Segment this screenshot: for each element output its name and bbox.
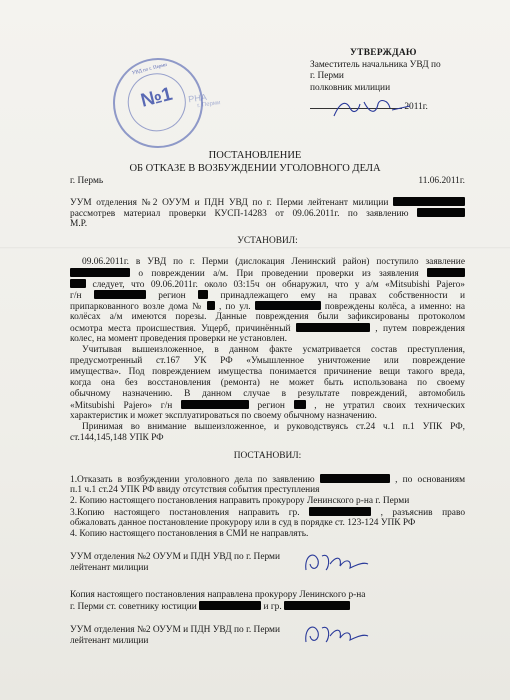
copy-note-line-1: Копия настоящего постановления направлена прокурору Ленинского р-на	[70, 590, 366, 600]
approval-line-3: полковник милиции	[310, 82, 391, 93]
redaction	[255, 301, 321, 310]
intro-line-1: УУМ отделения №2 ОУУМ и ПДН УВД по г. Перми лейтенант милиции	[70, 197, 465, 209]
paper-fold	[0, 247, 510, 249]
body-line-14: «Mitsubishi Pajero» г/н регион , не утратил своих технических	[70, 401, 466, 411]
signature-1-line-1: УУМ отделения №2 ОУУМ и ПДН УВД по г. Перми	[70, 552, 280, 562]
redaction	[94, 290, 146, 299]
redaction	[199, 601, 261, 610]
redaction	[393, 197, 465, 206]
document-title	[0, 150, 510, 175]
signature-2-line-1: УУМ отделения №2 ОУУМ и ПДН УВД по г. Перми	[70, 625, 280, 635]
redaction	[198, 290, 208, 299]
body-line-2: о повреждении а/м. При проведении проверки из заявления	[70, 268, 465, 280]
decision-3-cont: обжаловать данное постановление прокурору или в суд в порядке ст. 123-124 УПК РФ	[70, 518, 416, 528]
body-line-1: 09.06.2011г. в УВД по г. Перми (дислокация Ленинский район) поступило заявление	[82, 257, 465, 267]
body-line-5: припаркованного возле дома № , по ул. повреждены колёса, а именно: на	[70, 302, 466, 312]
stamp-side-text: РНА г. Перми	[187, 91, 221, 110]
intro-line-2: рассмотрев материал проверки КУСП-14283 от 09.06.2011г. по заявлению	[70, 208, 465, 220]
place: г. Пермь	[70, 176, 104, 186]
title-line-1: ПОСТАНОВЛЕНИЕ	[208, 150, 302, 161]
body-line-6: колёсах а/м имеются порезы. Данные повреждения были зафиксированы протоколом	[70, 312, 465, 322]
decided-heading: ПОСТАНОВИЛ:	[233, 451, 302, 461]
body-line-7: осмотра места происшествия. Ущерб, причинённый , путем повреждения	[70, 324, 465, 334]
approval-signature	[330, 94, 420, 124]
decision-1: 1.Отказать в возбуждении уголовного дела по заявлению , по основаниям	[70, 475, 466, 485]
body-line-16: Принимая во внимание вышеизложенное, и руководствуясь ст.24 ч.1 п.1 УПК РФ,	[82, 422, 465, 432]
decision-4: 4. Копию настоящего постановления в СМИ не направлять.	[70, 529, 309, 539]
stamp-number: №1	[138, 83, 175, 112]
body-line-13: обычному назначению. В данном случае в результате повреждений, автомобиль	[70, 389, 465, 399]
redaction	[284, 601, 350, 610]
body-line-17: ст.144,145,148 УПК РФ	[70, 433, 164, 443]
signature-1	[300, 546, 370, 578]
signature-2	[300, 618, 370, 650]
body-line-8: колес, на момент проведения проверки не установлен.	[70, 334, 287, 344]
stamp-ring-text: УВД по г. Перми	[131, 62, 168, 77]
redaction	[294, 400, 306, 409]
established-heading: УСТАНОВИЛ:	[237, 236, 298, 246]
approval-line-1: Заместитель начальника УВД по	[310, 59, 441, 70]
redaction	[417, 208, 465, 217]
redaction	[296, 323, 370, 332]
redaction	[427, 268, 465, 277]
signature-1-line-2: лейтенант милиции	[70, 563, 149, 573]
body-line-4: г/н регион принадлежащего ему на правах собственности и	[70, 291, 465, 301]
decision-1-cont: п.1 ч.1 ст.24 УПК РФ ввиду отсутствия события преступления	[70, 485, 320, 495]
body-line-12: когда она без восстановления (ремонта) не может быть использована по своему	[70, 378, 465, 388]
title-line-2: ОБ ОТКАЗЕ В ВОЗБУЖДЕНИИ УГОЛОВНОГО ДЕЛА	[129, 162, 381, 174]
place-date-row	[70, 176, 465, 187]
body-line-9: Учитывая вышеизложенное, в данном факте усматривается состав преступления,	[82, 345, 465, 355]
decision-3: 3.Копию настоящего постановления направить гр. , разъяснив право	[70, 508, 466, 518]
approval-heading: УТВЕРЖДАЮ	[350, 48, 417, 58]
signature-2-line-2: лейтенант милиции	[70, 636, 149, 646]
redaction	[207, 301, 215, 310]
redaction	[70, 279, 86, 288]
approval-date-suffix: 2011г.	[404, 102, 428, 112]
body-line-10: предусмотренный ст.167 УК РФ «Умышленное уничтожение или повреждение	[70, 356, 465, 366]
approval-line-2: г. Перми	[310, 71, 344, 81]
redaction	[309, 507, 371, 516]
redaction	[320, 474, 390, 483]
decision-2: 2. Копию настоящего постановления направить прокурору Ленинского р-на г. Перми	[70, 496, 410, 506]
body-line-11: имущества». Под повреждением имущества понимается причинение вещи такого вреда,	[70, 367, 465, 377]
body-line-3: следует, что 09.06.2011г. около 03:15ч он обнаружил, что у а/м «Mitsubishi Pajero»	[70, 279, 465, 291]
body-line-15: характеристик и может эксплуатироваться по своему обычному назначению.	[70, 411, 377, 421]
redaction	[181, 400, 249, 409]
document-date: 11.06.2011г.	[418, 176, 465, 186]
intro-line-3: М.Р.	[70, 219, 88, 229]
redaction	[70, 268, 130, 277]
copy-note-line-2: г. Перми ст. советнику юстиции и гр.	[70, 601, 465, 613]
